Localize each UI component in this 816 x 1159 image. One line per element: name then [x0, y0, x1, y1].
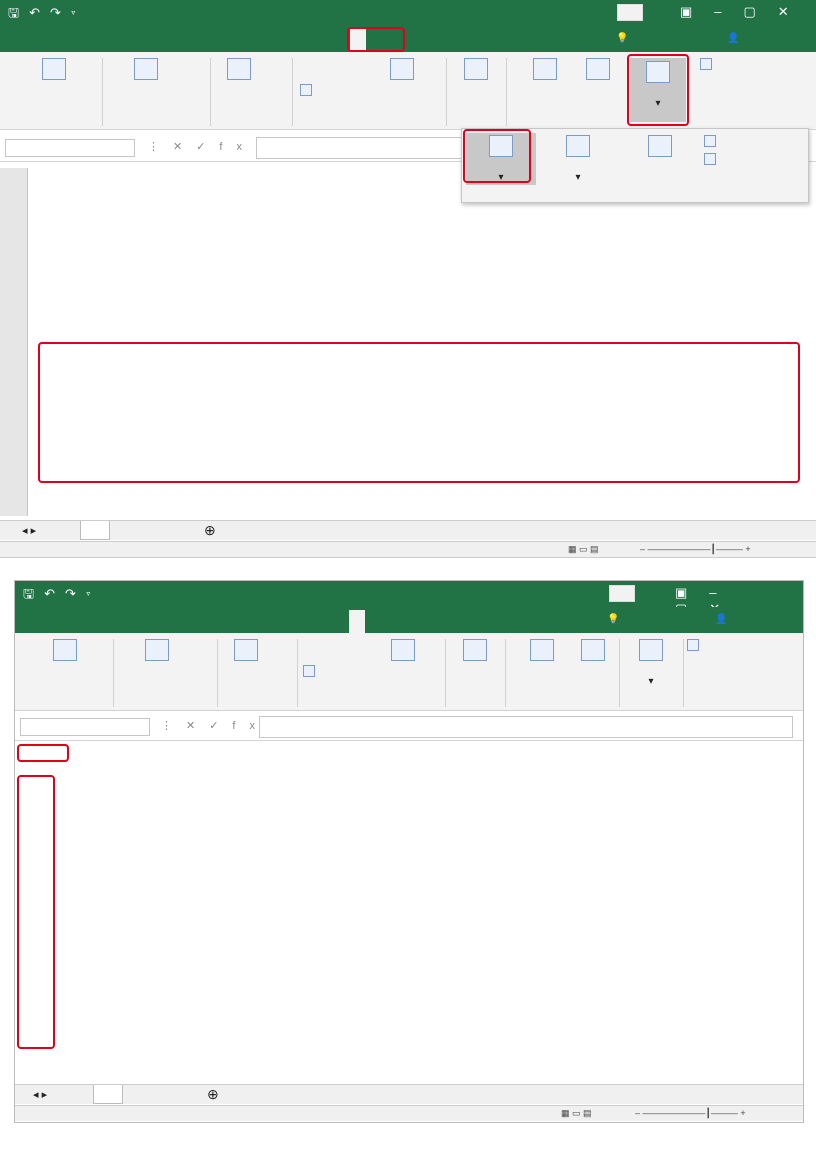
- new-query-icon: [145, 639, 169, 661]
- view-buttons[interactable]: ▦ ▭ ▤: [561, 1108, 592, 1118]
- new-query-button[interactable]: [116, 58, 176, 83]
- get-data-button[interactable]: [10, 58, 98, 83]
- filter-button[interactable]: [383, 639, 423, 664]
- outline-icon: [639, 639, 663, 661]
- sort-icon: [303, 665, 315, 677]
- separator: [505, 639, 506, 707]
- ribbon: [0, 52, 816, 130]
- sheet-nav-arrows[interactable]: ◂ ▸: [22, 525, 37, 537]
- data-analysis-icon: [687, 639, 699, 651]
- sheet-tabs-bar: [15, 1084, 803, 1104]
- ungroup-icon: [566, 135, 590, 157]
- data-tools-button[interactable]: [449, 639, 501, 664]
- get-data-icon: [53, 639, 77, 661]
- status-bar: [15, 1105, 803, 1121]
- formula-icons[interactable]: ⋮✕✓fx: [148, 141, 256, 153]
- separator: [506, 58, 507, 126]
- highlight-outline-bars: [17, 775, 55, 1049]
- whatif-icon: [530, 639, 554, 661]
- refresh-all-button[interactable]: [214, 58, 264, 83]
- forecast-sheet-button[interactable]: [569, 639, 617, 664]
- separator: [102, 58, 103, 126]
- separator: [446, 58, 447, 126]
- separator: [217, 639, 218, 707]
- sheet-tab[interactable]: [80, 521, 110, 540]
- login-button[interactable]: [609, 585, 635, 602]
- forecast-icon: [586, 58, 610, 80]
- filter-icon: [390, 58, 414, 80]
- add-sheet-icon[interactable]: ⊕: [204, 522, 216, 538]
- share-button[interactable]: 👤: [727, 33, 740, 44]
- data-analysis-icon: [700, 58, 712, 70]
- outline-button[interactable]: ▾: [630, 58, 686, 122]
- data-analysis-button[interactable]: [700, 58, 715, 71]
- formula-bar: [15, 713, 803, 741]
- formula-input[interactable]: [259, 716, 793, 738]
- sort-icon: [300, 84, 312, 96]
- new-query-button[interactable]: [127, 639, 187, 664]
- highlight-selected-rows: [38, 342, 800, 483]
- get-data-icon: [42, 58, 66, 80]
- forecast-sheet-button[interactable]: [574, 58, 622, 83]
- get-data-button[interactable]: [21, 639, 109, 664]
- name-box[interactable]: [20, 718, 150, 736]
- subtotal-button[interactable]: [618, 135, 702, 160]
- show-detail-icon: [704, 135, 716, 147]
- tab-data[interactable]: [349, 610, 365, 633]
- ribbon-tabs: [0, 26, 816, 52]
- highlight-outline-button: [627, 54, 689, 126]
- quick-access-icons[interactable]: 🖫↶↷▿: [8, 5, 86, 20]
- data-tools-icon: [463, 639, 487, 661]
- helper-tab[interactable]: 💡: [607, 614, 620, 625]
- excel-window-2: [14, 580, 804, 1123]
- separator: [297, 639, 298, 707]
- new-query-icon: [134, 58, 158, 80]
- separator: [113, 639, 114, 707]
- filter-button[interactable]: [382, 58, 422, 83]
- outline-gutter: [0, 168, 28, 516]
- data-tools-button[interactable]: [450, 58, 502, 83]
- outline-button[interactable]: ▾: [623, 639, 679, 688]
- subtotal-icon: [648, 135, 672, 157]
- status-bar: [0, 541, 816, 557]
- window-controls[interactable]: ▣–: [675, 585, 739, 600]
- separator: [292, 58, 293, 126]
- refresh-all-button[interactable]: [221, 639, 271, 664]
- data-tools-icon: [464, 58, 488, 80]
- forecast-icon: [581, 639, 605, 661]
- quick-access-icons[interactable]: 🖫↶↷▿: [23, 586, 101, 601]
- view-buttons[interactable]: ▦ ▭ ▤: [568, 544, 599, 554]
- sheet-grid: [15, 745, 803, 1085]
- helper-tab[interactable]: 💡: [616, 33, 629, 44]
- whatif-button[interactable]: [512, 58, 578, 83]
- refresh-icon: [227, 58, 251, 80]
- highlight-data-tab: [347, 27, 405, 52]
- filter-icon: [391, 639, 415, 661]
- share-button[interactable]: 👤: [715, 614, 728, 625]
- separator: [210, 58, 211, 126]
- whatif-icon: [533, 58, 557, 80]
- zoom-slider[interactable]: – ———————┃——— +: [640, 544, 751, 554]
- ribbon: [15, 633, 803, 711]
- sheet-nav-arrows[interactable]: ◂ ▸: [33, 1089, 48, 1101]
- sort-button[interactable]: [300, 84, 315, 97]
- add-sheet-icon[interactable]: ⊕: [207, 1086, 219, 1102]
- separator: [683, 639, 684, 707]
- zoom-slider[interactable]: – ———————┃——— +: [635, 1108, 746, 1118]
- sheet-tab[interactable]: [93, 1085, 123, 1104]
- data-analysis-button[interactable]: [687, 639, 702, 652]
- ungroup-button[interactable]: ▾: [538, 135, 618, 184]
- refresh-icon: [234, 639, 258, 661]
- window-controls[interactable]: ▣–▢✕: [680, 4, 811, 19]
- ribbon-tabs: [15, 607, 803, 633]
- excel-window-1: [0, 0, 816, 558]
- title-bar: [0, 0, 816, 26]
- formula-icons[interactable]: ⋮✕✓fx: [161, 720, 269, 732]
- separator: [445, 639, 446, 707]
- hide-detail-button[interactable]: [704, 153, 719, 166]
- highlight-outline-levels: [17, 744, 69, 762]
- sheet-tabs-bar: [0, 520, 816, 540]
- whatif-button[interactable]: [509, 639, 575, 664]
- hide-detail-icon: [704, 153, 716, 165]
- separator: [619, 639, 620, 707]
- sort-button[interactable]: [303, 665, 318, 678]
- show-detail-button[interactable]: [704, 135, 719, 148]
- login-button[interactable]: [617, 4, 643, 21]
- name-box[interactable]: [5, 139, 135, 157]
- title-bar: [15, 581, 803, 607]
- group-button[interactable]: ▾: [466, 133, 536, 185]
